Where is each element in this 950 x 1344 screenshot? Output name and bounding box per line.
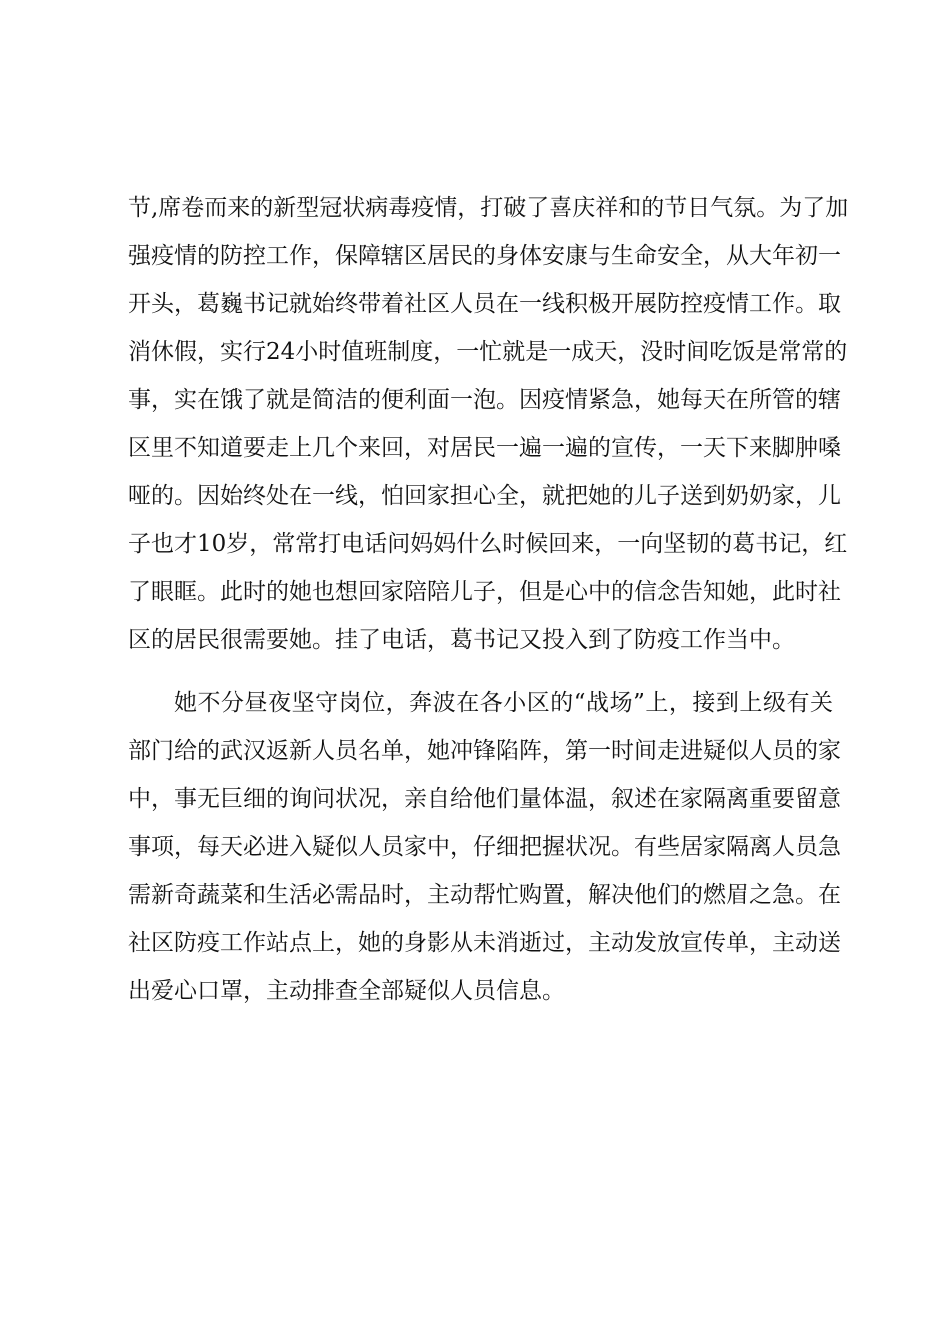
text-line: 了眼眶。此时的她也想回家陪陪儿子，但是心中的信念告知她，此时社 (128, 579, 841, 605)
text-line: 开头，葛巍书记就始终带着社区人员在一线积极开展防控疫情工作。取 (128, 291, 841, 317)
text-line: 哑的。因始终处在一线，怕回家担心全，就把她的儿子送到奶奶家，儿 (128, 483, 841, 509)
text-line: 区里不知道要走上几个来回，对居民一遍一遍的宣传，一天下来脚肿嗓 (128, 435, 841, 461)
text-line: 中，事无巨细的询问状况，亲自给他们量体温，叙述在家隔离重要留意 (128, 786, 841, 812)
text-line: 子也才10岁，常常打电话问妈妈什么时候回来，一向坚韧的葛书记，红 (128, 531, 848, 557)
text-line: 出爱心口罩，主动排查全部疑似人员信息。 (128, 978, 565, 1004)
text-line: 区的居民很需要她。挂了电话，葛书记又投入到了防疫工作当中。 (128, 627, 795, 653)
text-line: 她不分昼夜坚守岗位，奔波在各小区的“战场”上，接到上级有关 (174, 690, 833, 716)
text-line: 社区防疫工作站点上，她的身影从未消逝过，主动发放宣传单，主动送 (128, 930, 841, 956)
text-line: 节,席卷而来的新型冠状病毒疫情，打破了喜庆祥和的节日气氛。为了加 (128, 195, 849, 221)
text-line: 部门给的武汉返新人员名单，她冲锋陷阵，第一时间走进疑似人员的家 (128, 738, 841, 764)
text-line: 需新奇蔬菜和生活必需品时，主动帮忙购置，解决他们的燃眉之急。在 (128, 882, 841, 908)
text-line: 事项，每天必进入疑似人员家中，仔细把握状况。有些居家隔离人员急 (128, 834, 841, 860)
text-line: 强疫情的防控工作，保障辖区居民的身体安康与生命安全，从大年初一 (128, 243, 841, 269)
text-line: 事，实在饿了就是简洁的便利面一泡。因疫情紧急，她每天在所管的辖 (128, 387, 841, 413)
text-line: 消休假，实行24小时值班制度，一忙就是一成天，没时间吃饭是常常的 (128, 339, 848, 365)
